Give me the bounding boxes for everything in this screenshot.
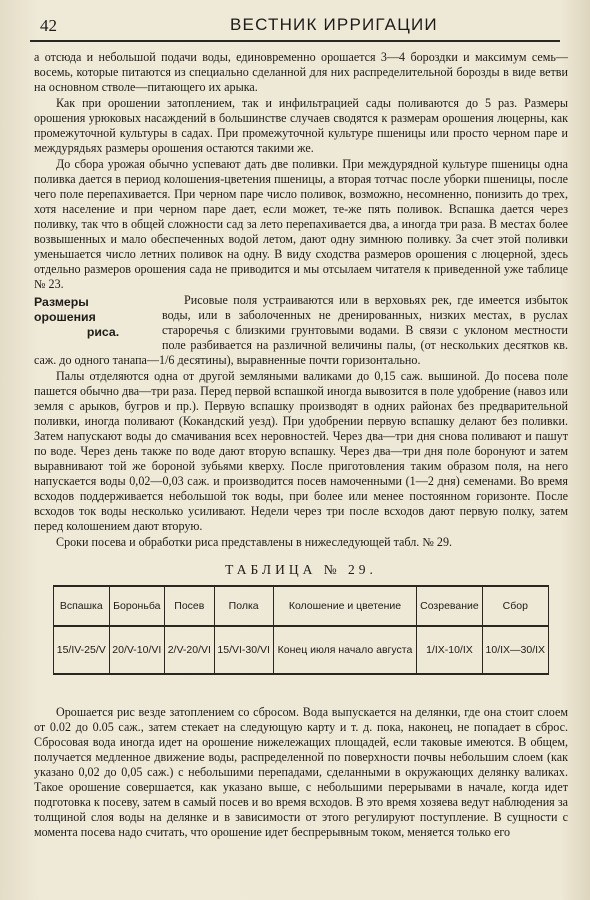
table-cell: 15/IV-25/V xyxy=(54,626,110,674)
column-header: Колошение и цветение xyxy=(273,586,417,626)
data-table xyxy=(53,585,549,675)
column-header: Полка xyxy=(214,586,273,626)
page-number: 42 xyxy=(40,16,57,35)
paragraph: Как при орошении затоплением, так и инфильтрацией сады поливаются до 5 раз. Размеры орошения урюковых насаждений в большинстве случаев сводятся к размерам орошения люцерны, как промежуточной культуры в садах. При промежуточной культуре пшеницы или просто черном паре и междурядьях размеры орошения остаются такими же. xyxy=(34,96,568,155)
table-cell: 15/VI-30/VI xyxy=(214,626,273,674)
side-heading xyxy=(34,295,152,340)
column-header: Вспашка xyxy=(54,586,110,626)
page-header xyxy=(30,14,560,42)
column-header: Созревание xyxy=(417,586,482,626)
journal-title: ВЕСТНИК ИРРИГАЦИИ xyxy=(230,15,438,34)
paragraph: Сроки посева и обработки риса представлены в нижеследующей табл. № 29. xyxy=(56,535,453,549)
table-cell: 20/V-10/VI xyxy=(109,626,165,674)
paragraph: а отсюда и небольшой подачи воды, единовременно орошается 3—4 бороздки и максимум семь—восемь, которые питаются из специально сделанной для них распределительной борозды в виде ветви на основном стволе—питающего их арыка. xyxy=(34,50,568,94)
closing-text xyxy=(34,705,568,840)
table-cell: 2/V-20/VI xyxy=(165,626,215,674)
table-header-row xyxy=(54,586,549,626)
table-title: ТАБЛИЦА № 29. xyxy=(225,562,377,577)
paragraph: Рисовые поля устраиваются или в верховьях рек, где имеется избыток воды, или в заболоченных не дренированных, низких местах, в руслах староречья с близкими грунтовыми водами. В связи с уклоном местности поле разбивается на различной величины палы, (от нескольких десятков кв. саж. до одного танапа—1/6 десятины), выравненные почти горизонтально. xyxy=(34,293,568,367)
article-body xyxy=(34,50,568,675)
paragraph: Палы отделяются одна от другой земляными валиками до 0,15 саж. вышиной. До посева поле пашется обычно два—три раза. Перед первой вспашкой иногда вывозится в поле удобрение (навоз или земля с арыков, бугров и пр.). Первую вспашку производят в одних районах без предварительной поливки, иногда поливают (Кокандский уезд). При удобрении первую вспашку делают без поливки. Затем напускают воды до смачивания всех неровностей. Через два—три дня снова поливают и пашут по воде. Через день также по воде дают вторую вспашку. Через два—три дня поле боронуют и затем выравнивают той же бороной зубьями кверху. После приготовления таким образом поля, на него напускается воды 0,02—0,03 саж. и производится посев намоченными (1—2 дня) семенами. Во время всходов поддерживается небольшой ток воды, при более или менее постоянном горизонте. После всходов ток воды несколько усиливают. Недели через три после всходов дают первую полку, затем перед колошением дают вторую. xyxy=(34,369,568,533)
table-cell: 10/IX—30/IX xyxy=(482,626,548,674)
paragraph: Орошается рис везде затоплением со сбросом. Вода выпускается на делянки, где она стоит слоем от 0.02 до 0.05 саж., затем стекает на следующую карту и т. д. пока, наконец, не попадает в сброс. Сбросовая вода иногда идет на орошение нижележащих площадей, если таковые имеются. В общем, получается медленное движение воды, распределенной по поверхности почвы небольшим слоем (как указано 0,02 до 0,05 саж.) с небольшими перепадами, сделанными в окружающих делянку валиках. Такое орошение совершается, как указано выше, с небольшими перерывами в начале, когда идет подготовка к посеву, затем в самый посев и во время всходов. В это время хозяева ведут наблюдения за толщиной слоя воды на делянке и в зависимости от этого регулируют поступление. В сущности с момента посева надо считать, что орошение идет беспрерывным током, меняется только его xyxy=(34,705,568,839)
table-cell: Конец июля начало августа xyxy=(273,626,417,674)
table-cell: 1/IX-10/IX xyxy=(417,626,482,674)
paragraph: До сбора урожая обычно успевают дать две поливки. При междурядной культуре пшеницы одна поливка дается в период колошения-цветения пшеницы, а вторая тотчас после уборки пшеницы, после чего поле перепахивается. При черном паре число поливок, возможно, несомненно, понизить до трех, хотя население и при черном паре дает, если может, те-же пять поливок. Вспашка дается через поливку, так что в общей сложности сад за лето перепахивается два, а иногда три раза. В местах более возвышенных и мало обеспеченных водой летом, дают одну зимнюю поливку. За счет этой поливки уменьшается число летних поливок на одну. В виду сходства размеров орошения с люцерной, здесь отдельно размеров орошения сада не приводится и мы отсылаем читателя к приведенной уже таблице № 23. xyxy=(34,157,568,291)
column-header: Бороньба xyxy=(109,586,165,626)
column-header: Сбор xyxy=(482,586,548,626)
column-header: Посев xyxy=(165,586,215,626)
side-heading-line: риса. xyxy=(86,325,120,339)
side-heading-line: Размеры орошения xyxy=(34,295,96,324)
table-row xyxy=(54,626,549,674)
